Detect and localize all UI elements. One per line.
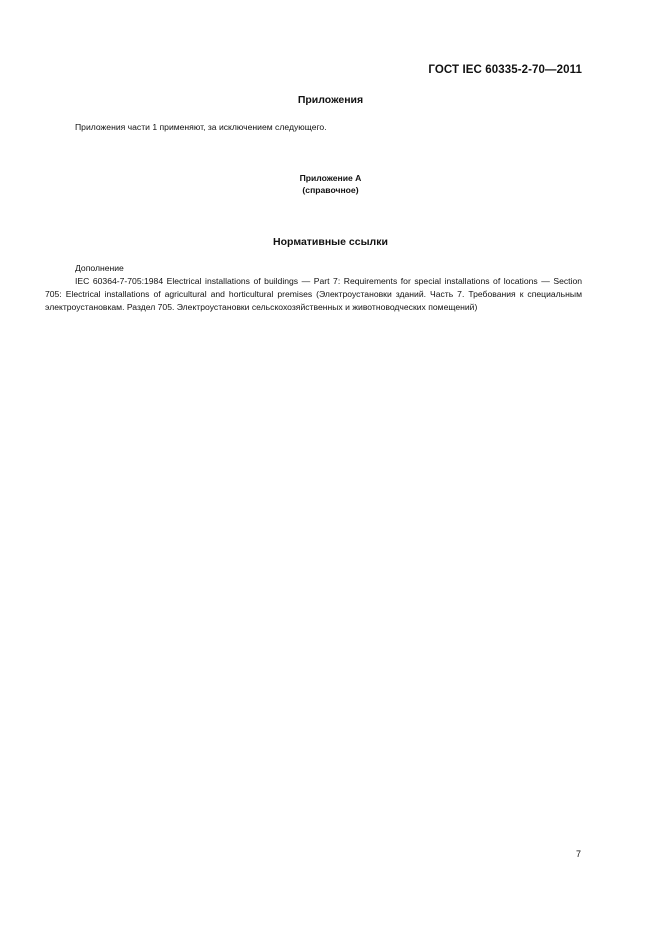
normative-references-heading: Нормативные ссылки — [273, 236, 388, 248]
document-code: ГОСТ IEC 60335-2-70—2011 — [428, 64, 582, 76]
addition-label: Дополнение — [75, 263, 124, 273]
annex-a-status: (справочное) — [302, 185, 359, 195]
page-number: 7 — [576, 849, 582, 859]
annex-a-title: Приложение А — [299, 173, 362, 183]
reference-entry: IEC 60364-7-705:1984 Electrical installations of buildings — Part 7: Requirements for special installations of locations — Section 705: Electrical installations of agricultural and horticultural premises (Электроустановки зданий. Часть 7. Требования к специальным электроустановкам. Раздел 705. Электроустановки сельскохозяйственных и животноводческих помещений) — [45, 276, 582, 312]
normative-references-body — [45, 262, 582, 314]
annex-a-heading — [0, 172, 661, 196]
appendices-heading: Приложения — [297, 94, 364, 106]
appendices-intro-text: Приложения части 1 применяют, за исключением следующего. — [75, 122, 327, 132]
